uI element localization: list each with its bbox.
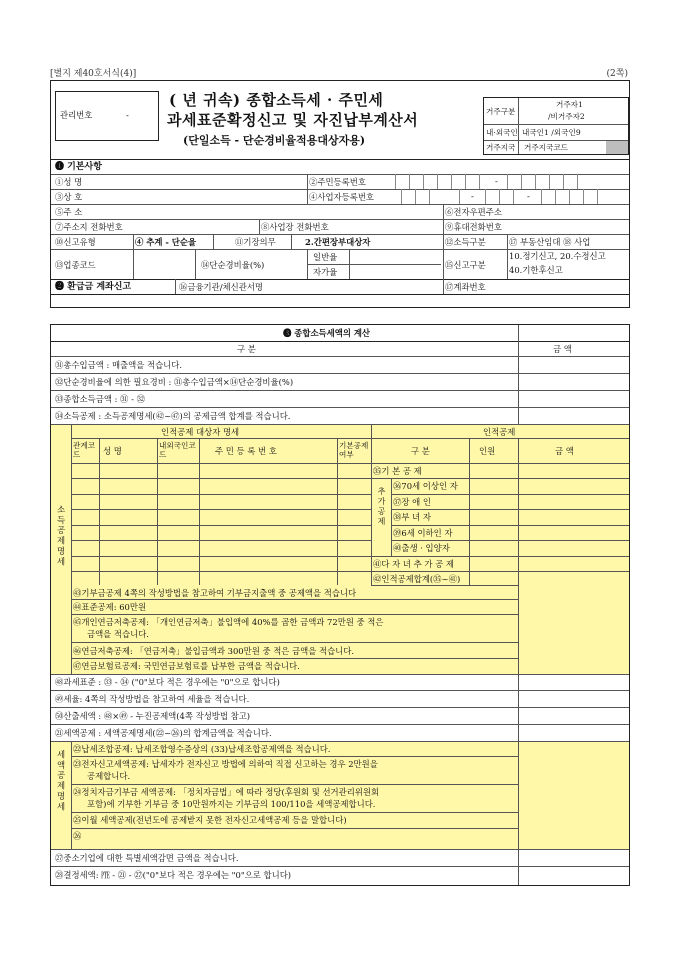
- report-type-label: ⑮신고구분: [445, 260, 486, 270]
- credit-53-e-filing-b: 공제합니다.: [87, 771, 131, 781]
- amount-49-input[interactable]: [519, 691, 629, 707]
- row-33-income: ㉝종합소득금액 : ㉛ - ㉜: [55, 394, 145, 404]
- row-57-sme-reduction: ㉗중소기업에 대한 특별세액감면 금액을 적습니다.: [55, 853, 239, 863]
- home-phone-label: ⑦주소지 전화번호: [55, 222, 123, 232]
- biz-dash-1: -: [471, 191, 474, 201]
- title-line-3: (단일소득 - 단순경비율적용대상자용): [183, 134, 366, 147]
- title-line-2: 과세표준확정신고 및 자진납부계산서: [167, 111, 419, 129]
- credit-54-political-b: 포함)에 기부한 기부금 중 10만원까지는 기부금의 100/110을 세액공제합니다.: [87, 799, 376, 809]
- management-number-box[interactable]: [55, 91, 159, 141]
- amount-58-input[interactable]: [519, 867, 629, 885]
- tax-credit-side-label: 세액공제명세: [56, 750, 66, 813]
- tax-calculation-box: [50, 324, 630, 886]
- column-item-header: 구 분: [237, 344, 256, 354]
- col-domestic-code: 내외국인코드: [159, 441, 196, 459]
- deduction-43-donation: ㊸기부금공제 4쪽의 작성방법을 참고하여 기부금지출액 중 공제액을 적습니다: [73, 588, 357, 598]
- country-code-label: 거주지국코드: [524, 143, 569, 152]
- credit-52-union: ㉒납세조합공제: 납세조합영수증상의 (33)납세조합공제액을 적습니다.: [73, 744, 331, 754]
- personal-item-70plus: ㊱70세 이상인 자: [393, 481, 458, 491]
- row-50-computed-tax: ㊿산출세액 : ㊽×㊾ - 누진공제액(4쪽 작성방법 참고): [55, 711, 251, 721]
- deduction-side-label: 소득공제명세: [56, 505, 66, 568]
- industry-code-label: ⑬업종코드: [55, 260, 96, 270]
- nationality-label: 내·외국인: [486, 128, 518, 137]
- row-31-total-revenue: ㉛총수입금액 : 매출액을 적습니다.: [55, 360, 183, 370]
- row-32-expense: ㉜단순경비율에 의한 필요경비 : ㉛총수입금액×⑭단순경비율(%): [55, 377, 294, 387]
- mobile-label: ⑨휴대전화번호: [445, 222, 502, 232]
- col-name: 성 명: [103, 446, 122, 456]
- income-type-value[interactable]: ⑰ 부동산임대 ⑱ 사업: [509, 237, 591, 247]
- biz-dash-2: -: [527, 191, 530, 201]
- biz-phone-label: ⑧사업장 전화번호: [261, 222, 329, 232]
- row-49-tax-rate: ㊾세율: 4쪽의 작성방법을 참고하여 세율을 적습니다.: [55, 694, 250, 704]
- column-amount-header: 금 액: [553, 344, 572, 354]
- country-code-input[interactable]: [606, 141, 628, 154]
- rrn-dash: -: [495, 176, 498, 186]
- personal-left-title: 인적공제 대상자 명세: [161, 427, 240, 437]
- personal-item-total: ㊷인적공제합계(㉟~㊶): [373, 574, 461, 584]
- credit-54-political-a: ㉔정치자금기부금 세액공제: 「정치자금법」에 따라 정당(후원회 및 선거관리위원회: [73, 787, 380, 797]
- amount-31-input[interactable]: [519, 357, 629, 373]
- biz-reg-no-label: ④사업자등록번호: [309, 192, 375, 202]
- row-34-income-deduction: ㉞소득공제 : 소득공제명세(㊷~㊼)의 공제금액 합계를 적습니다.: [55, 411, 291, 421]
- bookkeeping-label: ⑪기장의무: [235, 237, 276, 247]
- tax-credit-detail-area: [51, 742, 629, 849]
- residency-value-1[interactable]: 거주자1: [556, 100, 583, 109]
- col-count: 인원: [479, 446, 496, 456]
- personal-item-woman: ㊳부 녀 자: [393, 512, 431, 522]
- col-relation-code: 관계코드: [73, 441, 96, 459]
- additional-deduction-side: 추가공제: [377, 487, 386, 527]
- col-basic-deduction-flag: 기본공제여부: [339, 441, 369, 459]
- nationality-value[interactable]: 내국인1 /외국인9: [522, 128, 581, 137]
- filing-type-value[interactable]: ④ 추계 - 단순율: [135, 237, 197, 247]
- management-number-label: 관리번호: [60, 110, 93, 120]
- trade-name-label: ③상 호: [55, 192, 83, 202]
- residency-value-2[interactable]: /비거주자2: [548, 112, 585, 121]
- col-personal-amount: 금 액: [555, 446, 574, 456]
- amount-48-input[interactable]: [519, 675, 629, 690]
- amount-33-input[interactable]: [519, 391, 629, 407]
- email-label: ⑥전자우편주소: [445, 207, 502, 217]
- management-number-dash: -: [126, 110, 129, 120]
- row-51-tax-credit: ㉑세액공제 : 세액공제명세(㉒~㉖)의 합계금액을 적습니다.: [55, 728, 272, 738]
- simple-rate-label: ⑭단순경비율(%): [201, 260, 265, 270]
- biz-reg-no-input[interactable]: [401, 189, 627, 204]
- title-line-1: ( 년 귀속) 종합소득세 · 주민세: [169, 91, 384, 109]
- deduction-46-pension-savings: ㊻연금저축공제: 「연금저축」불입금액과 300만원 중 적은 금액을 적습니다.: [73, 646, 355, 656]
- personal-item-under6: ㊴6세 이하인 자: [393, 528, 453, 538]
- personal-item-birth-adoption: ㊵출생 · 입양자: [393, 543, 450, 553]
- col-item: 구 분: [411, 446, 430, 456]
- amount-32-input[interactable]: [519, 374, 629, 390]
- rrn-label: ②주민등록번호: [309, 177, 366, 187]
- deduction-45-personal-pension-b: 금액을 적습니다.: [87, 629, 149, 639]
- deduction-44-standard: ㊹표준공제: 60만원: [73, 602, 147, 612]
- amount-51-input[interactable]: [519, 725, 629, 741]
- col-rrn: 주 민 등 록 번 호: [215, 446, 277, 456]
- deduction-detail-area: [51, 425, 629, 674]
- credit-55-carryover: ㉕이월 세액공제(전년도에 공제받지 못한 전자신고세액공제 등을 말합니다): [73, 815, 347, 825]
- personal-right-title: 인적공제: [483, 427, 516, 437]
- residency-label: 거주구분: [486, 107, 516, 116]
- residency-box: [483, 97, 629, 155]
- income-type-label: ⑫소득구분: [445, 237, 486, 247]
- rrn-input[interactable]: [395, 174, 627, 189]
- deduction-45-personal-pension-a: ㊺개인연금저축공제: 「개인연금저축」불입액에 40%를 곱한 금액과 72만원 중 적은: [73, 617, 384, 627]
- basic-section-heading: ❶ 기본사항: [55, 162, 102, 172]
- credit-53-e-filing-a: ㉓전자신고세액공제: 납세자가 전자신고 방법에 의하여 직접 신고하는 경우 2만원을: [73, 759, 378, 769]
- personal-item-basic: ㉟기 본 공 제: [373, 466, 422, 476]
- refund-account-heading: ❷ 환급금 계좌신고: [55, 282, 132, 292]
- amount-34-input[interactable]: [519, 408, 629, 424]
- filing-type-label: ⑩신고유형: [55, 237, 96, 247]
- rate-self-label: 자가율: [313, 267, 338, 277]
- calc-heading: ❸ 종합소득세액의 계산: [283, 328, 371, 338]
- credit-56: ㉖: [73, 831, 82, 841]
- deduction-47-pension-insurance: ㊼연금보험료공제: 국민연금보험료를 납부한 금액을 적습니다.: [73, 661, 300, 671]
- basic-info-box: [50, 80, 630, 308]
- name-label: ①성 명: [55, 177, 83, 187]
- bank-label: ⑯금융기관/체신관서명: [179, 282, 264, 292]
- industry-code-input[interactable]: [134, 250, 194, 278]
- row-58-final-tax: ㉘결정세액: ㉐ - ㉑ - ㉗("0"보다 적은 경우에는 "0"으로 합니다): [55, 870, 292, 880]
- personal-item-disabled: ㊲장 애 인: [393, 497, 431, 507]
- form-number: [별지 제40호서식(4)]: [50, 69, 137, 79]
- amount-57-input[interactable]: [519, 850, 629, 866]
- bookkeeping-value[interactable]: 2.간편장부대상자: [305, 237, 371, 247]
- country-label: 거주지국: [486, 143, 516, 152]
- address-label: ⑤주 소: [55, 207, 83, 217]
- amount-50-input[interactable]: [519, 708, 629, 724]
- account-no-label: ⑰계좌번호: [445, 282, 486, 292]
- row-48-tax-base: ㊽과세표준 : ㉝ - ㉞ ("0"보다 적은 경우에는 "0"으로 합니다): [55, 677, 280, 687]
- rate-general-label: 일반율: [313, 252, 338, 262]
- personal-item-multi-child: ㊶다 자 녀 추 가 공 제: [373, 559, 454, 569]
- report-type-value-2[interactable]: 40.기한후신고: [509, 265, 563, 275]
- page-number: (2쪽): [606, 69, 628, 79]
- report-type-value-1[interactable]: 10.정기신고, 20.수정신고: [509, 251, 606, 261]
